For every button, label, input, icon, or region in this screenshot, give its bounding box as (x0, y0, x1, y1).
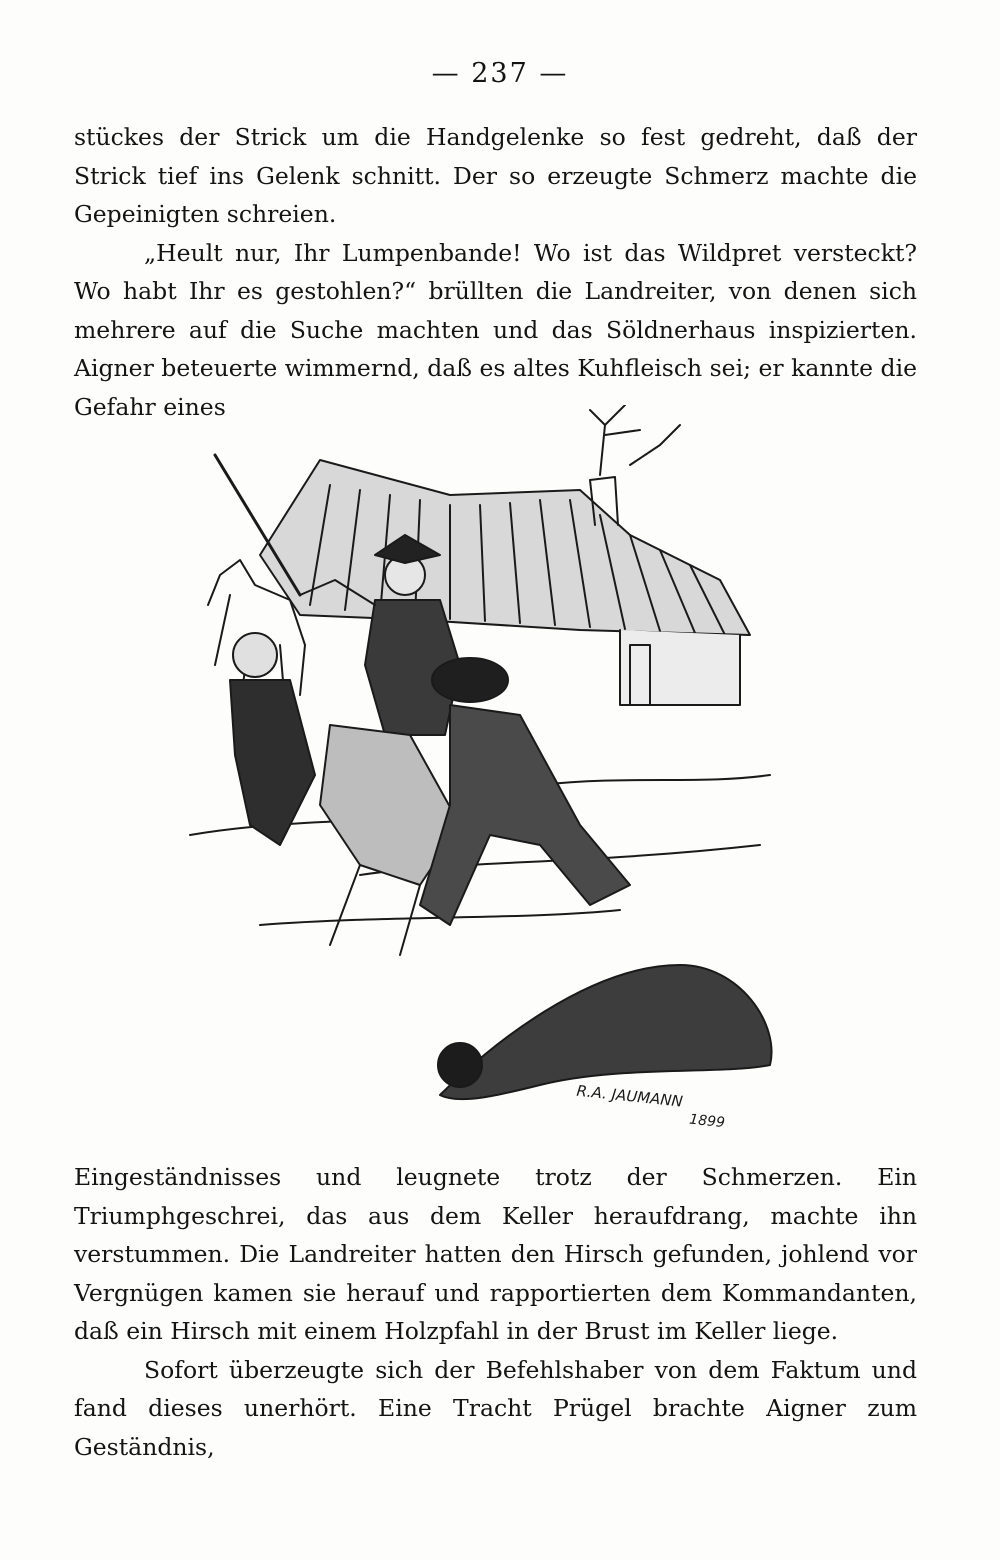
bottom-paragraph-1: Eingeständnisses und leugnete trotz der Schmerzen. Ein Triumphgeschrei, das aus dem Keller heraufdrang, machte ihn verstummen. Die Landreiter hatten den Hirsch gefunden, johlend vor Vergnügen kamen sie herauf und rapportierten dem Kommandanten, daß ein Hirsch mit einem Holzpfahl in der Brust im Keller liege. (74, 1163, 917, 1345)
lying-woman (440, 965, 772, 1099)
engraving-illustration (160, 405, 800, 1135)
signature-year: 1899 (688, 1111, 726, 1132)
top-paragraph-2: „Heult nur, Ihr Lumpenbande! Wo ist das Wildpret versteckt? Wo habt Ihr es gestohlen?“ brüllten die Landreiter, von denen sich mehrere auf die Suche machten und das Söldnerhaus inspizierten. Aigner beteuerte wimmernd, daß es altes Kuhfleisch sei; er kannte die Gefahr eines (74, 238, 917, 421)
lying-woman-head (438, 1043, 482, 1087)
crouching-soldier-body (420, 705, 630, 925)
page-number: — 237 — (431, 58, 569, 89)
bare-tree (590, 405, 680, 475)
top-text-block (74, 118, 917, 426)
bottom-text-block (74, 1158, 917, 1466)
bottom-paragraph-2: Sofort überzeugte sich der Befehlshaber von dem Faktum und fand dieses unerhört. Eine Tracht Prügel brachte Aigner zum Geständnis, (74, 1355, 917, 1461)
illustration-drawing (160, 405, 800, 1135)
cottage-wall (620, 630, 740, 705)
crouching-soldier-hat (432, 658, 508, 702)
kneeling-man-body (230, 680, 315, 845)
kneeling-man-head (233, 633, 277, 677)
cottage-roof (260, 460, 750, 635)
top-paragraph-1: stückes der Strick um die Handgelenke so fest gedreht, daß der Strick tief ins Gelenk schnitt. Der so erzeugte Schmerz machte die Gepeinigten schreien. (74, 123, 917, 228)
signature-name: R.A. JAUMANN (575, 1081, 684, 1111)
